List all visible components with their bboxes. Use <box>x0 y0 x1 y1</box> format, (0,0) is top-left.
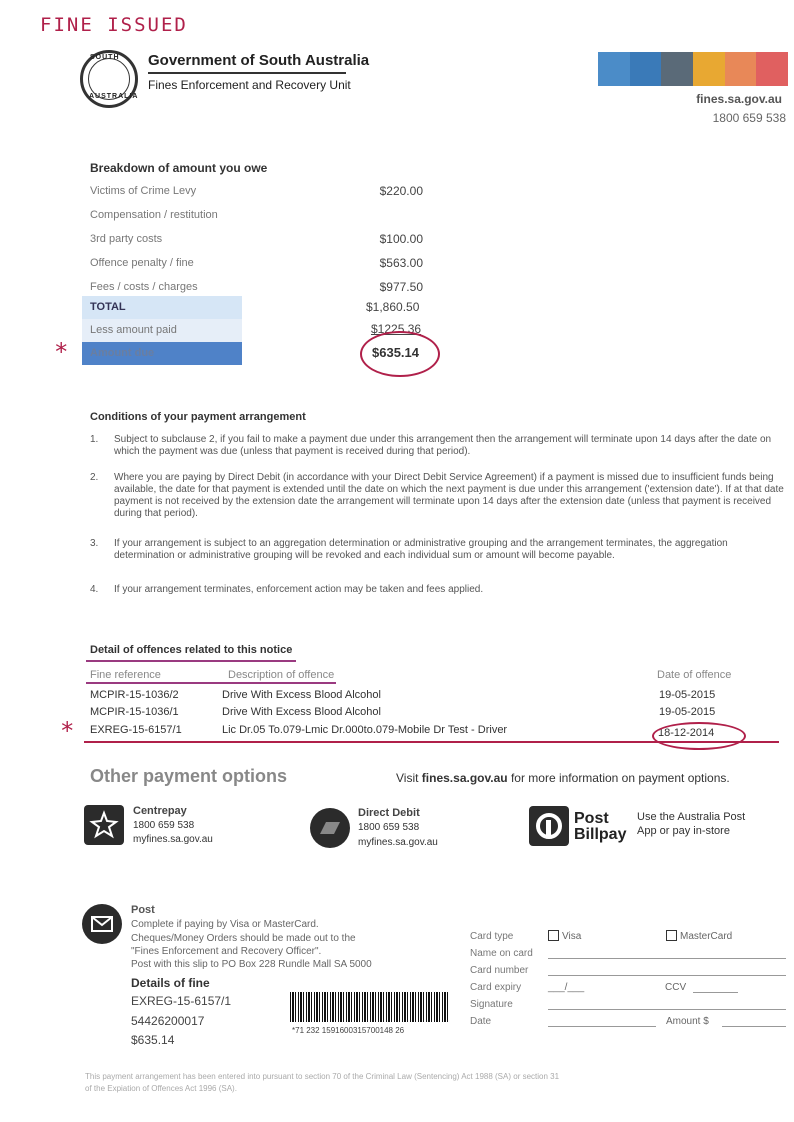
card-expiry-field[interactable]: ___/___ <box>548 982 585 993</box>
mastercard-checkbox[interactable] <box>666 930 677 941</box>
payment-barcode <box>290 992 448 1022</box>
offence-date: 19-05-2015 <box>659 689 716 701</box>
ccv-label: CCV <box>665 982 687 993</box>
post-billpay-note <box>637 810 745 838</box>
header-rule <box>148 72 346 74</box>
offence-desc: Drive With Excess Blood Alcohol <box>222 689 381 701</box>
handwritten-underline <box>86 682 336 684</box>
fine-reference: EXREG-15-6157/1 <box>131 994 232 1008</box>
condition-number: 3. <box>90 538 99 549</box>
total-label: TOTAL <box>90 301 126 313</box>
col-description: Description of offence <box>228 669 335 681</box>
offences-title: Detail of offences related to this notice <box>90 644 293 656</box>
footer-line: of the Expiation of Offences Act 1996 (SA). <box>85 1084 237 1093</box>
centrepay-icon <box>84 805 124 845</box>
signature-label: Signature <box>470 999 513 1010</box>
breakdown-value: $220.00 <box>379 184 423 198</box>
payment-visit-text <box>396 771 730 785</box>
breakdown-label: Compensation / restitution <box>90 209 218 221</box>
offence-desc: Lic Dr.05 To.079-Lmic Dr.000to.079-Mobile Dr Test - Driver <box>222 724 508 736</box>
direct-debit-phone: 1800 659 538 <box>358 822 420 833</box>
breakdown-label: Offence penalty / fine <box>90 257 194 269</box>
color-bar <box>598 52 630 86</box>
name-on-card-field[interactable] <box>548 958 786 959</box>
direct-debit-icon <box>310 808 350 848</box>
amount-due-value: $635.14 <box>372 345 419 360</box>
card-number-field[interactable] <box>548 975 786 976</box>
condition-text: If your arrangement is subject to an aggregation determination or administrative grouping and the arrangement terminates, the aggregation determination or administrative grouping will be revoked and each individual sum or amount will become payable. <box>114 538 728 561</box>
col-fine-reference: Fine reference <box>90 669 161 681</box>
breakdown-label: Fees / costs / charges <box>90 281 198 293</box>
condition-number: 4. <box>90 584 99 595</box>
amount-label: Amount $ <box>666 1016 709 1027</box>
mastercard-label: MasterCard <box>680 931 733 942</box>
less-paid-value: $1225.36 <box>371 322 422 336</box>
card-expiry-label: Card expiry <box>470 982 522 993</box>
amount-due-row <box>82 342 242 365</box>
amount-due-label: Amount due <box>90 347 155 359</box>
centrepay-phone: 1800 659 538 <box>133 820 195 831</box>
government-name: Government of South Australia <box>148 52 370 69</box>
offence-date: 18-12-2014 <box>658 727 715 739</box>
card-number-label: Card number <box>470 965 529 976</box>
fine-amount: $635.14 <box>131 1033 175 1047</box>
offence-ref: EXREG-15-6157/1 <box>90 724 182 736</box>
details-of-fine-title: Details of fine <box>131 976 210 990</box>
visa-label: Visa <box>562 931 582 942</box>
ccv-field[interactable] <box>693 992 738 993</box>
header-website[interactable]: fines.sa.gov.au <box>696 92 782 106</box>
handwritten-underline <box>86 660 296 662</box>
breakdown-value: $100.00 <box>379 232 423 246</box>
offence-ref: MCPIR-15-1036/1 <box>90 706 179 718</box>
logo-text-bottom: AUSTRALIA <box>89 93 139 100</box>
color-bar <box>756 52 788 86</box>
post-billpay-note-line1: Use the Australia Post <box>637 811 746 823</box>
color-bar <box>630 52 662 86</box>
condition-number: 1. <box>90 434 99 445</box>
brand-color-bars <box>598 52 788 86</box>
conditions-title: Conditions of your payment arrangement <box>90 411 306 423</box>
post-line: Post with this slip to PO Box 228 Rundle Mall SA 5000 <box>131 959 372 970</box>
date-field[interactable] <box>548 1026 656 1027</box>
post-line: Complete if paying by Visa or MasterCard. <box>131 919 319 930</box>
color-bar <box>725 52 757 86</box>
condition-text: Subject to subclause 2, if you fail to make a payment due under this arrangement then the arrangement will terminate upon 14 days after the date on which the payment was due (unless that payment is received during that period). <box>114 434 772 457</box>
centrepay-site[interactable]: myfines.sa.gov.au <box>133 834 213 845</box>
post-billpay-note-line2: App or pay in-store <box>637 825 730 837</box>
total-value: $1,860.50 <box>366 300 420 314</box>
name-on-card-label: Name on card <box>470 948 533 959</box>
visa-checkbox[interactable] <box>548 930 559 941</box>
direct-debit-title: Direct Debit <box>358 807 420 819</box>
header-phone: 1800 659 538 <box>712 111 786 125</box>
handwritten-note: FINE ISSUED <box>40 14 188 36</box>
breakdown-value: $563.00 <box>379 256 423 270</box>
visit-suffix: for more information on payment options. <box>510 771 730 785</box>
star-mark: * <box>60 717 75 745</box>
condition-text: If your arrangement terminates, enforcement action may be taken and fees applied. <box>114 584 484 595</box>
offence-date: 19-05-2015 <box>659 706 716 718</box>
mail-icon <box>82 904 122 944</box>
color-bar <box>661 52 693 86</box>
date-label: Date <box>470 1016 492 1027</box>
fine-number: 54426200017 <box>131 1014 205 1028</box>
post-title: Post <box>131 904 155 916</box>
signature-field[interactable] <box>548 1009 786 1010</box>
total-row <box>82 296 242 319</box>
breakdown-title: Breakdown of amount you owe <box>90 161 268 175</box>
visit-site-link[interactable]: fines.sa.gov.au <box>421 771 508 785</box>
col-date: Date of offence <box>657 669 732 681</box>
footer-line: This payment arrangement has been entered into pursuant to section 70 of the Criminal Law (Sentencing) Act 1988 (SA) or section 31 <box>85 1072 560 1081</box>
centrepay-title: Centrepay <box>133 805 187 817</box>
post-billpay-icon <box>529 806 569 846</box>
breakdown-value: $977.50 <box>379 280 423 294</box>
direct-debit-site[interactable]: myfines.sa.gov.au <box>358 837 438 848</box>
breakdown-label: 3rd party costs <box>90 233 163 245</box>
breakdown-row <box>82 252 427 275</box>
post-line: "Fines Enforcement and Recovery Officer". <box>131 946 322 957</box>
post-line: Cheques/Money Orders should be made out to the <box>131 933 356 944</box>
payment-options-title: Other payment options <box>90 766 288 786</box>
star-mark: * <box>54 338 69 366</box>
breakdown-row <box>82 228 427 251</box>
visit-prefix: Visit <box>396 771 419 785</box>
logo-text-top: SOUTH <box>90 54 120 61</box>
color-bar <box>693 52 725 86</box>
unit-name: Fines Enforcement and Recovery Unit <box>148 78 351 92</box>
less-paid-label: Less amount paid <box>90 324 177 336</box>
post-billpay-line2: Billpay <box>574 826 627 843</box>
post-billpay-title <box>574 811 626 843</box>
breakdown-row <box>82 180 427 203</box>
handwritten-circle <box>652 722 746 750</box>
post-billpay-line1: Post <box>574 810 609 827</box>
less-paid-row <box>82 319 242 342</box>
handwritten-circle <box>360 331 440 377</box>
amount-field[interactable] <box>722 1026 786 1027</box>
offence-ref: MCPIR-15-1036/2 <box>90 689 179 701</box>
card-type-label: Card type <box>470 931 514 942</box>
condition-number: 2. <box>90 472 99 483</box>
breakdown-row <box>82 204 427 227</box>
offence-desc: Drive With Excess Blood Alcohol <box>222 706 381 718</box>
barcode-number: *71 232 1591600315700148 26 <box>292 1026 405 1035</box>
condition-text: Where you are paying by Direct Debit (in accordance with your Direct Debit Service Agreement) if a payment is missed due to insufficient funds being available, the date for that payment is extended until the date on which the next payment is due under this arrangement ('extension date'). If at that date payment is not received by the extension date the arrangement will terminate upon 14 days after the extension date (unless that payment is received during that period). <box>114 472 784 519</box>
breakdown-label: Victims of Crime Levy <box>90 185 197 197</box>
